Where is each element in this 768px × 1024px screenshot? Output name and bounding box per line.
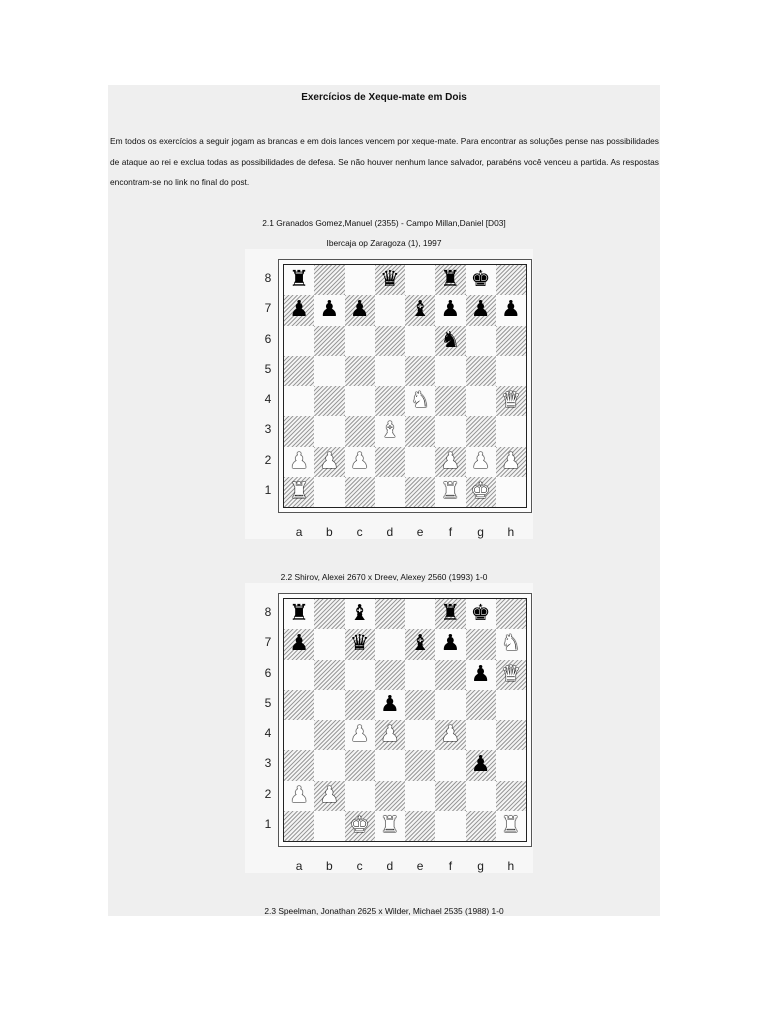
square-a2 bbox=[284, 781, 314, 811]
square-h5 bbox=[496, 356, 526, 386]
square-f2 bbox=[435, 781, 465, 811]
game-3-caption-line1: 2.3 Speelman, Jonathan 2625 x Wilder, Michael 2535 (1988) 1-0 bbox=[264, 906, 504, 916]
file-label-c: c bbox=[356, 525, 363, 539]
square-e6 bbox=[405, 660, 435, 690]
black-pawn-icon: ♟ bbox=[501, 297, 521, 323]
file-label-g: g bbox=[477, 859, 484, 873]
file-label-a: a bbox=[295, 525, 303, 539]
square-h8 bbox=[496, 265, 526, 295]
square-h3 bbox=[496, 750, 526, 780]
white-pawn-icon: ♟ bbox=[289, 448, 309, 474]
square-d5 bbox=[375, 690, 405, 720]
chess-diagram-1 bbox=[245, 249, 533, 539]
square-g2 bbox=[466, 447, 496, 477]
square-a4 bbox=[284, 386, 314, 416]
white-rook-icon: ♜ bbox=[380, 812, 400, 838]
black-rook-icon: ♜ bbox=[289, 601, 309, 627]
square-e7 bbox=[405, 295, 435, 325]
board-frame bbox=[278, 593, 532, 847]
square-f2 bbox=[435, 447, 465, 477]
file-label-e: e bbox=[416, 525, 424, 539]
black-king-icon: ♚ bbox=[470, 267, 491, 293]
square-e4 bbox=[405, 720, 435, 750]
square-e8 bbox=[405, 599, 435, 629]
rank-label-5: 5 bbox=[264, 361, 272, 376]
square-a7 bbox=[284, 295, 314, 325]
square-a8 bbox=[284, 599, 314, 629]
square-f3 bbox=[435, 750, 465, 780]
black-bishop-icon: ♝ bbox=[410, 631, 430, 657]
square-h8 bbox=[496, 599, 526, 629]
square-b4 bbox=[314, 720, 344, 750]
file-label-c: c bbox=[356, 859, 363, 873]
white-rook-icon: ♜ bbox=[440, 478, 461, 504]
black-queen-icon: ♛ bbox=[380, 267, 400, 293]
square-d7 bbox=[375, 295, 405, 325]
square-h1 bbox=[496, 811, 526, 841]
square-c1 bbox=[345, 477, 375, 507]
square-h7 bbox=[496, 295, 526, 325]
white-pawn-icon: ♟ bbox=[501, 448, 521, 474]
white-knight-icon: ♞ bbox=[410, 388, 430, 414]
square-e5 bbox=[405, 690, 435, 720]
black-pawn-icon: ♟ bbox=[380, 691, 400, 717]
square-a1 bbox=[284, 811, 314, 841]
square-h1 bbox=[496, 477, 526, 507]
square-e3 bbox=[405, 416, 435, 446]
white-pawn-icon: ♟ bbox=[319, 448, 340, 474]
square-b3 bbox=[314, 416, 344, 446]
white-king-icon: ♚ bbox=[349, 812, 370, 838]
rank-label-1: 1 bbox=[264, 482, 272, 497]
black-rook-icon: ♜ bbox=[289, 267, 309, 293]
rank-label-4: 4 bbox=[264, 392, 272, 407]
file-label-h: h bbox=[507, 525, 515, 539]
square-g2 bbox=[466, 781, 496, 811]
square-d3 bbox=[375, 416, 405, 446]
square-a5 bbox=[284, 690, 314, 720]
black-pawn-icon: ♟ bbox=[289, 631, 309, 657]
square-f3 bbox=[435, 416, 465, 446]
square-e7 bbox=[405, 629, 435, 659]
game-1-caption-line2: Ibercaja op Zaragoza (1), 1997 bbox=[326, 238, 442, 248]
black-queen-icon: ♛ bbox=[349, 631, 370, 657]
square-b6 bbox=[314, 660, 344, 690]
square-c4 bbox=[345, 386, 375, 416]
file-label-f: f bbox=[448, 525, 453, 539]
rank-label-1: 1 bbox=[264, 816, 272, 831]
document-title: Exercícios de Xeque-mate em Dois bbox=[301, 92, 467, 103]
square-f8 bbox=[435, 599, 465, 629]
square-h2 bbox=[496, 447, 526, 477]
white-pawn-icon: ♟ bbox=[440, 722, 461, 748]
black-rook-icon: ♜ bbox=[440, 267, 461, 293]
square-h6 bbox=[496, 660, 526, 690]
black-king-icon: ♚ bbox=[470, 601, 491, 627]
square-c3 bbox=[345, 416, 375, 446]
square-h7 bbox=[496, 629, 526, 659]
square-g4 bbox=[466, 720, 496, 750]
file-label-g: g bbox=[477, 525, 484, 539]
square-f6 bbox=[435, 660, 465, 690]
square-d4 bbox=[375, 386, 405, 416]
square-g4 bbox=[466, 386, 496, 416]
square-c1 bbox=[345, 811, 375, 841]
square-g8 bbox=[466, 265, 496, 295]
square-c2 bbox=[345, 781, 375, 811]
square-b7 bbox=[314, 629, 344, 659]
square-d8 bbox=[375, 599, 405, 629]
rank-label-3: 3 bbox=[264, 756, 272, 771]
square-f4 bbox=[435, 386, 465, 416]
square-f8 bbox=[435, 265, 465, 295]
file-label-h: h bbox=[507, 859, 515, 873]
square-b3 bbox=[314, 750, 344, 780]
white-pawn-icon: ♟ bbox=[319, 782, 340, 808]
black-bishop-icon: ♝ bbox=[410, 297, 430, 323]
square-b8 bbox=[314, 599, 344, 629]
square-d2 bbox=[375, 447, 405, 477]
file-label-b: b bbox=[326, 525, 333, 539]
square-g1 bbox=[466, 477, 496, 507]
chessboard bbox=[283, 598, 527, 842]
intro-paragraph: Em todos os exercícios a seguir jogam as brancas e em dois lances vencem por xeque-mate. Para encontrar as soluções pense nas possibilidades de ataque ao rei e exclua todas as possibilidades de defesa. Se não houver nenhum lance salvador, parabéns você venceu a partida. As respostas encontram-se no link no final do post. bbox=[110, 136, 659, 187]
file-label-f: f bbox=[448, 859, 453, 873]
black-pawn-icon: ♟ bbox=[470, 661, 491, 687]
white-bishop-icon: ♝ bbox=[380, 418, 400, 444]
square-c2 bbox=[345, 447, 375, 477]
square-c3 bbox=[345, 750, 375, 780]
square-g1 bbox=[466, 811, 496, 841]
white-queen-icon: ♛ bbox=[501, 388, 521, 414]
chess-diagram-2 bbox=[245, 583, 533, 873]
square-b5 bbox=[314, 356, 344, 386]
board-frame bbox=[278, 259, 532, 513]
square-c4 bbox=[345, 720, 375, 750]
square-d7 bbox=[375, 629, 405, 659]
black-pawn-icon: ♟ bbox=[349, 297, 370, 323]
square-f4 bbox=[435, 720, 465, 750]
white-rook-icon: ♜ bbox=[501, 812, 521, 838]
square-d8 bbox=[375, 265, 405, 295]
square-e3 bbox=[405, 750, 435, 780]
square-f6 bbox=[435, 326, 465, 356]
black-knight-icon: ♞ bbox=[440, 327, 461, 353]
square-c6 bbox=[345, 326, 375, 356]
square-h5 bbox=[496, 690, 526, 720]
square-c8 bbox=[345, 265, 375, 295]
file-label-d: d bbox=[386, 859, 394, 873]
square-d3 bbox=[375, 750, 405, 780]
square-f5 bbox=[435, 356, 465, 386]
square-e5 bbox=[405, 356, 435, 386]
square-e4 bbox=[405, 386, 435, 416]
square-c6 bbox=[345, 660, 375, 690]
square-h2 bbox=[496, 781, 526, 811]
rank-label-7: 7 bbox=[264, 635, 272, 650]
square-c7 bbox=[345, 295, 375, 325]
rank-label-2: 2 bbox=[264, 452, 272, 467]
square-b8 bbox=[314, 265, 344, 295]
document-page bbox=[108, 85, 660, 916]
square-f7 bbox=[435, 629, 465, 659]
square-h4 bbox=[496, 386, 526, 416]
square-g6 bbox=[466, 326, 496, 356]
square-h4 bbox=[496, 720, 526, 750]
square-g8 bbox=[466, 599, 496, 629]
white-pawn-icon: ♟ bbox=[380, 722, 400, 748]
white-king-icon: ♚ bbox=[470, 478, 491, 504]
square-a3 bbox=[284, 416, 314, 446]
square-a3 bbox=[284, 750, 314, 780]
square-g3 bbox=[466, 750, 496, 780]
square-h3 bbox=[496, 416, 526, 446]
square-e2 bbox=[405, 447, 435, 477]
square-a5 bbox=[284, 356, 314, 386]
square-b4 bbox=[314, 386, 344, 416]
square-a7 bbox=[284, 629, 314, 659]
black-bishop-icon: ♝ bbox=[349, 601, 370, 627]
square-g6 bbox=[466, 660, 496, 690]
square-f7 bbox=[435, 295, 465, 325]
black-pawn-icon: ♟ bbox=[440, 297, 461, 323]
game-2-caption-line1: 2.2 Shirov, Alexei 2670 x Dreev, Alexey 2560 (1993) 1-0 bbox=[280, 572, 488, 582]
square-d6 bbox=[375, 660, 405, 690]
square-c5 bbox=[345, 356, 375, 386]
square-a2 bbox=[284, 447, 314, 477]
square-c8 bbox=[345, 599, 375, 629]
square-d2 bbox=[375, 781, 405, 811]
black-pawn-icon: ♟ bbox=[470, 297, 491, 323]
square-d5 bbox=[375, 356, 405, 386]
game-1-caption-line1: 2.1 Granados Gomez,Manuel (2355) - Campo Millan,Daniel [D03] bbox=[262, 218, 506, 228]
black-pawn-icon: ♟ bbox=[319, 297, 340, 323]
rank-label-6: 6 bbox=[264, 331, 272, 346]
square-b1 bbox=[314, 811, 344, 841]
square-f1 bbox=[435, 811, 465, 841]
rank-label-8: 8 bbox=[264, 605, 272, 620]
white-pawn-icon: ♟ bbox=[470, 448, 491, 474]
square-b7 bbox=[314, 295, 344, 325]
square-b2 bbox=[314, 781, 344, 811]
chessboard bbox=[283, 264, 527, 508]
rank-label-7: 7 bbox=[264, 301, 272, 316]
square-c5 bbox=[345, 690, 375, 720]
square-a6 bbox=[284, 660, 314, 690]
square-e2 bbox=[405, 781, 435, 811]
square-g5 bbox=[466, 690, 496, 720]
file-label-a: a bbox=[295, 859, 303, 873]
white-pawn-icon: ♟ bbox=[349, 722, 370, 748]
square-b6 bbox=[314, 326, 344, 356]
square-e1 bbox=[405, 811, 435, 841]
white-rook-icon: ♜ bbox=[289, 478, 309, 504]
square-a8 bbox=[284, 265, 314, 295]
rank-label-2: 2 bbox=[264, 786, 272, 801]
square-c7 bbox=[345, 629, 375, 659]
square-f1 bbox=[435, 477, 465, 507]
file-label-b: b bbox=[326, 859, 333, 873]
square-g3 bbox=[466, 416, 496, 446]
square-d1 bbox=[375, 811, 405, 841]
square-a1 bbox=[284, 477, 314, 507]
black-pawn-icon: ♟ bbox=[289, 297, 309, 323]
rank-label-6: 6 bbox=[264, 665, 272, 680]
square-g5 bbox=[466, 356, 496, 386]
rank-label-3: 3 bbox=[264, 422, 272, 437]
square-d6 bbox=[375, 326, 405, 356]
rank-label-5: 5 bbox=[264, 695, 272, 710]
file-label-e: e bbox=[416, 859, 424, 873]
square-a6 bbox=[284, 326, 314, 356]
white-knight-icon: ♞ bbox=[501, 631, 521, 657]
square-g7 bbox=[466, 295, 496, 325]
square-b5 bbox=[314, 690, 344, 720]
black-rook-icon: ♜ bbox=[440, 601, 461, 627]
square-b2 bbox=[314, 447, 344, 477]
square-f5 bbox=[435, 690, 465, 720]
square-e1 bbox=[405, 477, 435, 507]
square-a4 bbox=[284, 720, 314, 750]
square-d1 bbox=[375, 477, 405, 507]
black-pawn-icon: ♟ bbox=[470, 752, 491, 778]
file-label-d: d bbox=[386, 525, 394, 539]
rank-label-8: 8 bbox=[264, 271, 272, 286]
square-d4 bbox=[375, 720, 405, 750]
black-pawn-icon: ♟ bbox=[440, 631, 461, 657]
white-pawn-icon: ♟ bbox=[349, 448, 370, 474]
white-pawn-icon: ♟ bbox=[289, 782, 309, 808]
square-e6 bbox=[405, 326, 435, 356]
white-pawn-icon: ♟ bbox=[440, 448, 461, 474]
square-e8 bbox=[405, 265, 435, 295]
white-queen-icon: ♛ bbox=[501, 661, 521, 687]
square-h6 bbox=[496, 326, 526, 356]
square-b1 bbox=[314, 477, 344, 507]
rank-label-4: 4 bbox=[264, 726, 272, 741]
square-g7 bbox=[466, 629, 496, 659]
